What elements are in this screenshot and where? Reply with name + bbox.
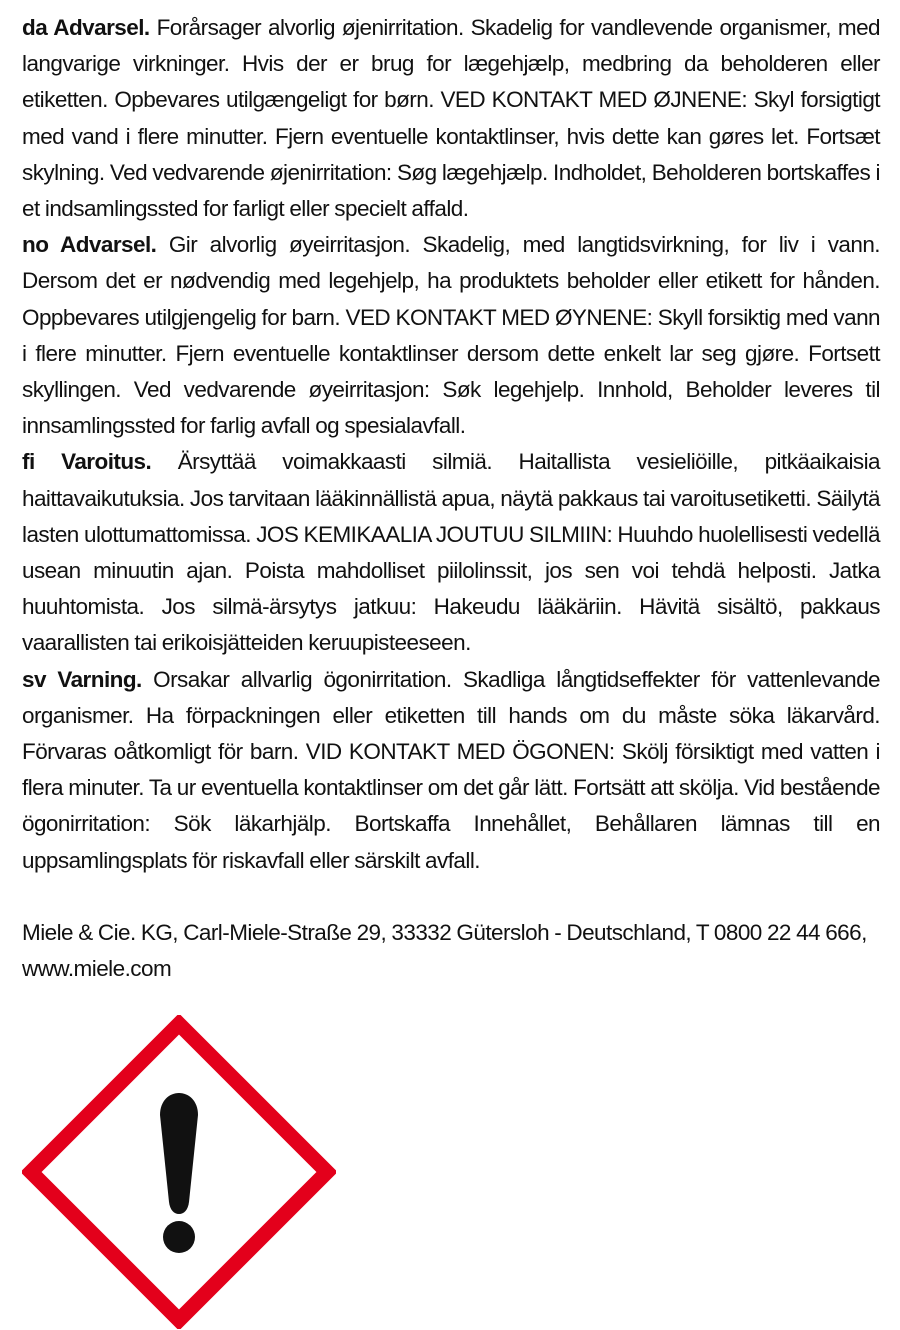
section-da	[22, 10, 880, 227]
section-fi-heading	[22, 449, 151, 474]
section-sv-body: Orsakar allvarlig ögonirritation. Skadliga långtidseffekter för vattenlevande organismer. Ha förpackningen eller etiketten till hands om du måste söka läkarvård. Förvaras oåtkomligt för barn. VID KONTAKT MED ÖGONEN: Skölj försiktigt med vatten i flera minuter. Ta ur eventuella kontaktlinser om det går lätt. Fortsätt att skölja. Vid bestående ögonirritation: Sök läkarhjälp. Bortskaffa Innehållet, Behållaren lämnas till en uppsamlingsplats för riskavfall eller särskilt avfall.	[22, 666, 881, 873]
section-sv-signal-word: Varning.	[57, 666, 142, 692]
section-no-lang: no	[22, 232, 49, 258]
section-sv-lang: sv	[22, 666, 46, 692]
section-fi-body: Ärsyttää voimakkaasti silmiä. Haitallista vesieliöille, pitkäaikaisia haittavaikutuksia. Jos tarvitaan lääkinnällistä apua, näytä pakkaus tai varoitusetiketti. Säilytä lasten ulottumattomissa. JOS KEMIKAALIA JOUTUU SILMIIN: Huuhdo huolellisesti vedellä usean minuutin ajan. Poista mahdolliset piilolinssit, jos sen voi tehdä helposti. Jatka huuhtomista. Jos silmä-ärsytys jatkuu: Hakeudu lääkäriin. Hävitä sisältö, pakkaus vaarallisten tai erikoisjätteiden keruupisteeseen.	[22, 449, 881, 656]
section-da-body: Forårsager alvorlig øjenirritation. Skadelig for vandlevende organismer, med langvarige virkninger. Hvis der er brug for lægehjælp, medbring da beholderen eller etiketten. Opbevares utilgængeligt for børn. VED KONTAKT MED ØJNENE: Skyl forsigtigt med vand i flere minutter. Fjern eventuelle kontaktlinser, hvis dette kan gøres let. Fortsæt skylning. Ved vedvarende øjenirritation: Søg lægehjælp. Indholdet, Beholderen bortskaffes i et indsamlingssted for farligt eller specielt affald.	[22, 15, 881, 222]
section-no-heading	[22, 232, 156, 257]
section-no-signal-word: Advarsel.	[60, 232, 157, 258]
section-fi-signal-word: Varoitus.	[61, 449, 152, 475]
manufacturer-address	[22, 915, 880, 987]
section-da-lang: da	[22, 15, 48, 40]
section-sv-heading	[22, 667, 142, 692]
section-fi-lang: fi	[22, 449, 35, 475]
section-fi	[22, 444, 880, 661]
section-no-body: Gir alvorlig øyeirritasjon. Skadelig, med langtidsvirkning, for liv i vann. Dersom det er nødvendig med legehjelp, ha produktets beholder eller etikett for hånden. Oppbevares utilgjengelig for barn. VED KONTAKT MED ØYNENE: Skyll forsiktig med vann i flere minutter. Fjern eventuelle kontaktlinser dersom dette enkelt lar seg gjøre. Fortsett skyllingen. Ved vedvarende øyeirritasjon: Søk legehjelp. Innhold, Beholder leveres til innsamlingssted for farlig avfall og spesialavfall.	[22, 232, 880, 439]
section-no	[22, 227, 880, 444]
address-line: Miele & Cie. KG, Carl-Miele-Straße 29, 33332 Gütersloh - Deutschland, T 0800 22 44 666,	[22, 919, 867, 945]
section-sv	[22, 662, 880, 879]
section-da-signal-word: Advarsel.	[53, 15, 150, 40]
ghs-exclamation-mark-icon	[22, 1015, 336, 1329]
section-da-heading	[22, 15, 150, 40]
safety-text-block	[22, 10, 880, 987]
website-text: www.miele.com	[22, 956, 172, 982]
exclamation-dot	[163, 1221, 195, 1253]
